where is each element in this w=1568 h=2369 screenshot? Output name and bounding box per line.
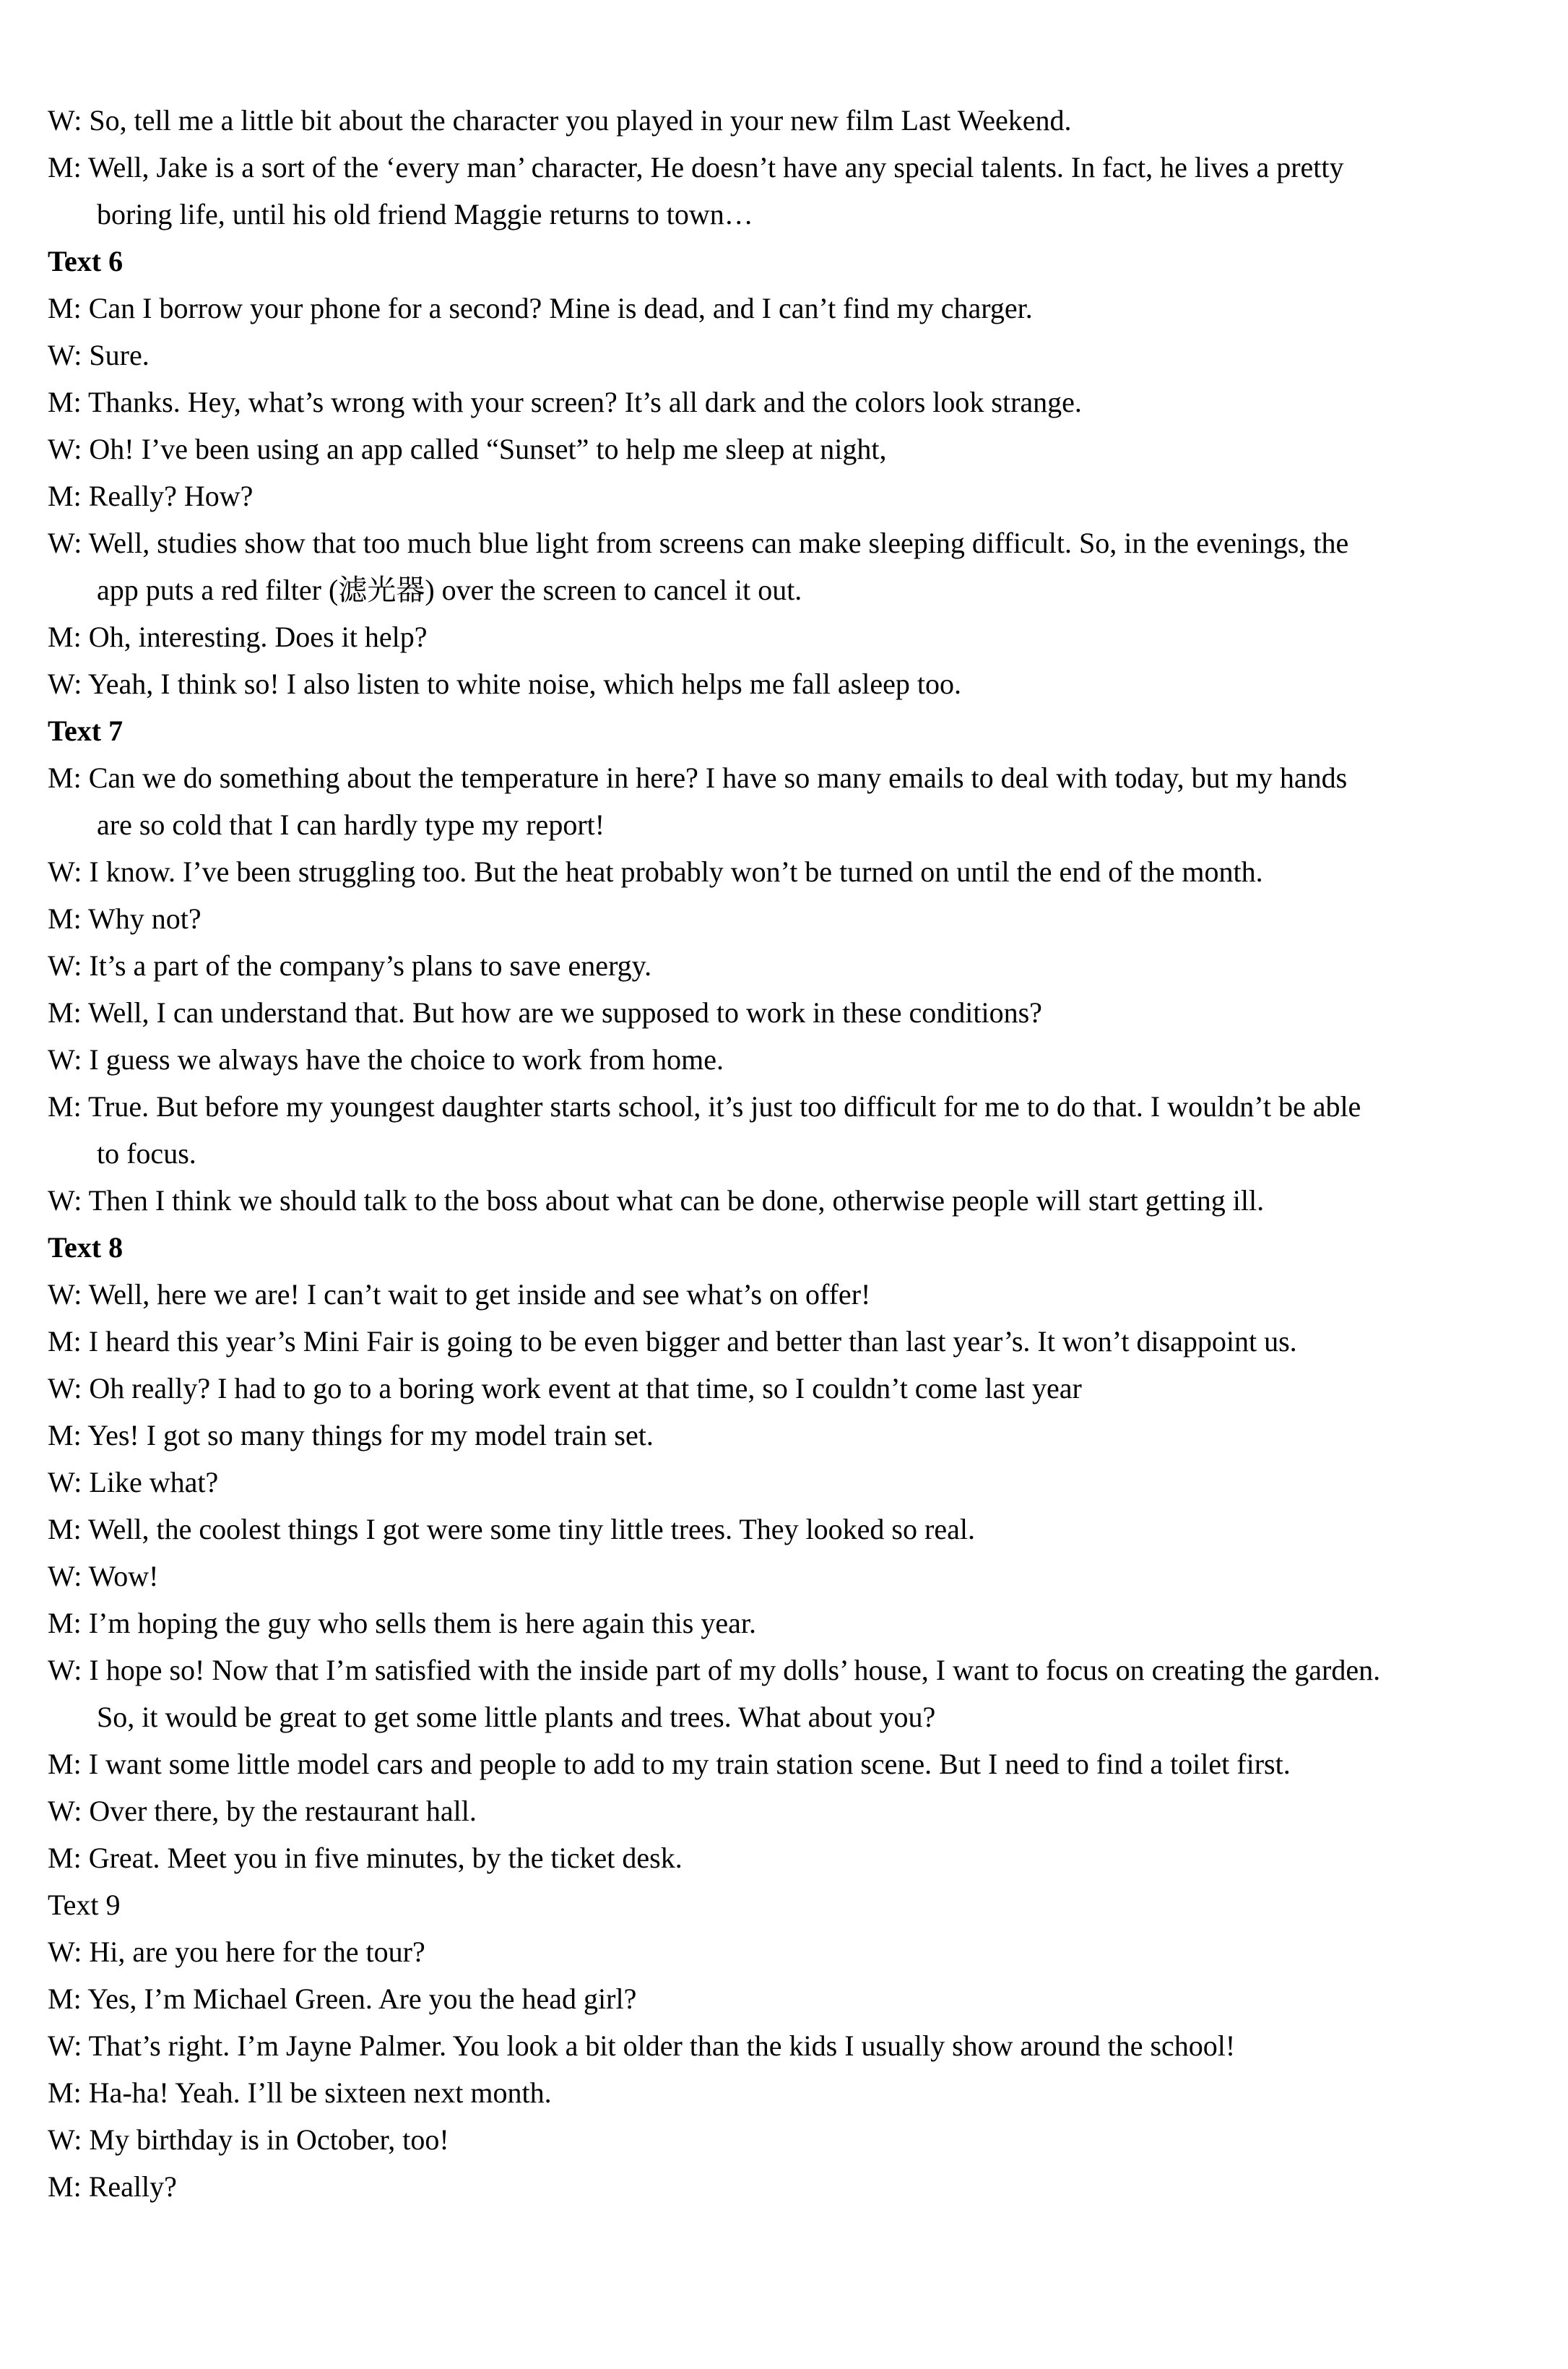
dialogue-text: to focus. — [97, 1137, 196, 1170]
dialogue-text: Hi, are you here for the tour? — [89, 1936, 425, 1968]
speaker-label: W: — [48, 949, 82, 982]
dialogue-text: Can we do something about the temperature in here? I have so many emails to deal with today, but my hands — [88, 761, 1348, 794]
dialogue-line — [48, 1740, 1525, 1787]
speaker-label: W: — [48, 1654, 82, 1686]
dialogue-line-continuation — [48, 566, 1525, 613]
dialogue-line — [48, 379, 1525, 426]
dialogue-line — [48, 1928, 1525, 1975]
dialogue-turn — [48, 97, 1525, 144]
speaker-label: M: — [48, 386, 82, 418]
dialogue-line — [48, 426, 1525, 472]
dialogue-line — [48, 895, 1525, 942]
speaker-label: M: — [48, 761, 82, 794]
dialogue-line — [48, 97, 1525, 144]
dialogue-line — [48, 942, 1525, 989]
dialogue-turn — [48, 754, 1525, 848]
dialogue-line — [48, 285, 1525, 332]
speaker-label: M: — [48, 480, 82, 512]
speaker-label: M: — [48, 292, 82, 324]
dialogue-text: Really? — [88, 2170, 177, 2203]
dialogue-text: boring life, until his old friend Maggie returns to town… — [97, 198, 753, 230]
dialogue-line-continuation — [48, 1693, 1525, 1740]
dialogue-line — [48, 1647, 1525, 1693]
dialogue-text: I’m hoping the guy who sells them is here again this year. — [88, 1607, 756, 1639]
section-heading-text-6: Text 6 — [48, 245, 124, 277]
dialogue-line — [48, 2022, 1525, 2069]
speaker-label: M: — [48, 151, 82, 184]
dialogue-text: Well, studies show that too much blue light from screens can make sleeping difficult. So, in the evenings, the — [88, 527, 1349, 559]
dialogue-line — [48, 848, 1525, 895]
speaker-label: M: — [48, 1982, 82, 2015]
dialogue-turn — [48, 989, 1525, 1036]
dialogue-text: Yes! I got so many things for my model train set. — [87, 1419, 654, 1451]
dialogue-text: I guess we always have the choice to work from home. — [89, 1043, 724, 1076]
speaker-label: W: — [48, 1466, 82, 1498]
speaker-label: M: — [48, 2076, 82, 2109]
dialogue-line — [48, 613, 1525, 660]
dialogue-line — [48, 1600, 1525, 1647]
dialogue-line-continuation — [48, 1130, 1525, 1177]
speaker-label: M: — [48, 996, 82, 1029]
dialogue-text: So, tell me a little bit about the character you played in your new film Last Weekend. — [89, 104, 1072, 137]
text-6-dialogue — [48, 285, 1525, 707]
dialogue-text: I heard this year’s Mini Fair is going to be even bigger and better than last year’s. It won’t disappoint us. — [88, 1325, 1297, 1358]
dialogue-text: Ha-ha! Yeah. I’ll be sixteen next month. — [88, 2076, 552, 2109]
dialogue-text: Oh really? I had to go to a boring work event at that time, so I couldn’t come last year — [89, 1372, 1082, 1404]
speaker-label: W: — [48, 2123, 82, 2156]
dialogue-line — [48, 2163, 1525, 2210]
dialogue-line — [48, 989, 1525, 1036]
dialogue-text: Really? How? — [88, 480, 254, 512]
dialogue-line — [48, 1177, 1525, 1224]
dialogue-turn — [48, 472, 1525, 519]
dialogue-text: So, it would be great to get some little plants and trees. What about you? — [97, 1701, 936, 1733]
dialogue-line — [48, 1506, 1525, 1553]
dialogue-text: Then I think we should talk to the boss about what can be done, otherwise people will start getting ill. — [88, 1184, 1265, 1217]
dialogue-turn — [48, 1318, 1525, 1365]
dialogue-turn — [48, 1928, 1525, 1975]
dialogue-text: Well, I can understand that. But how are we supposed to work in these conditions? — [87, 996, 1042, 1029]
dialogue-line — [48, 1036, 1525, 1083]
dialogue-text: Well, the coolest things I got were some tiny little trees. They looked so real. — [87, 1513, 975, 1545]
dialogue-text: It’s a part of the company’s plans to save energy. — [89, 949, 652, 982]
dialogue-turn — [48, 519, 1525, 613]
dialogue-text: Like what? — [89, 1466, 219, 1498]
dialogue-turn — [48, 1271, 1525, 1318]
speaker-label: W: — [48, 104, 82, 137]
speaker-label: M: — [48, 1325, 82, 1358]
dialogue-turn — [48, 1740, 1525, 1787]
dialogue-text: Thanks. Hey, what’s wrong with your screen? It’s all dark and the colors look strange. — [87, 386, 1082, 418]
dialogue-line — [48, 2069, 1525, 2116]
dialogue-turn — [48, 1036, 1525, 1083]
dialogue-line — [48, 2116, 1525, 2163]
dialogue-turn — [48, 1553, 1525, 1600]
dialogue-text: I hope so! Now that I’m satisfied with the inside part of my dolls’ house, I want to focus on creating the garden. — [89, 1654, 1381, 1686]
dialogue-turn — [48, 2163, 1525, 2210]
dialogue-text: Yes, I’m Michael Green. Are you the head girl? — [87, 1982, 637, 2015]
dialogue-line — [48, 1083, 1525, 1130]
dialogue-text: That’s right. I’m Jayne Palmer. You look a bit older than the kids I usually show around the school! — [88, 2029, 1236, 2062]
dialogue-turn — [48, 1365, 1525, 1412]
dialogue-line — [48, 1553, 1525, 1600]
dialogue-line — [48, 1271, 1525, 1318]
speaker-label: M: — [48, 1419, 82, 1451]
dialogue-text: Sure. — [89, 339, 150, 371]
speaker-label: M: — [48, 621, 82, 653]
dialogue-line — [48, 519, 1525, 566]
section-heading-text-8: Text 8 — [48, 1231, 124, 1264]
speaker-label: W: — [48, 2029, 82, 2062]
dialogue-turn — [48, 1083, 1525, 1177]
dialogue-text: Yeah, I think so! I also listen to white noise, which helps me fall asleep too. — [87, 668, 961, 700]
dialogue-turn — [48, 1647, 1525, 1740]
dialogue-turn — [48, 1459, 1525, 1506]
speaker-label: W: — [48, 527, 82, 559]
dialogue-text: True. But before my youngest daughter starts school, it’s just too difficult for me to do that. I wouldn’t be able — [87, 1090, 1361, 1123]
dialogue-turn — [48, 1506, 1525, 1553]
dialogue-turn — [48, 1834, 1525, 1881]
speaker-label: M: — [48, 2170, 82, 2203]
dialogue-text: Wow! — [88, 1560, 159, 1592]
speaker-label: W: — [48, 1372, 82, 1404]
speaker-label: W: — [48, 1043, 82, 1076]
dialogue-text: Well, here we are! I can’t wait to get inside and see what’s on offer! — [88, 1278, 871, 1311]
speaker-label: M: — [48, 1842, 82, 1874]
dialogue-text: Over there, by the restaurant hall. — [89, 1795, 477, 1827]
dialogue-turn — [48, 426, 1525, 472]
dialogue-turn — [48, 1412, 1525, 1459]
intro-dialogue — [48, 97, 1525, 238]
dialogue-line — [48, 660, 1525, 707]
dialogue-turn — [48, 1787, 1525, 1834]
dialogue-text: Well, Jake is a sort of the ‘every man’ character, He doesn’t have any special talents. In fact, he lives a pretty — [87, 151, 1344, 184]
speaker-label: W: — [48, 1560, 82, 1592]
speaker-label: W: — [48, 1795, 82, 1827]
text-9-dialogue — [48, 1928, 1525, 2210]
text-7-dialogue — [48, 754, 1525, 1224]
speaker-label: W: — [48, 855, 82, 888]
dialogue-line — [48, 1834, 1525, 1881]
dialogue-turn — [48, 1177, 1525, 1224]
dialogue-line — [48, 472, 1525, 519]
speaker-label: M: — [48, 1607, 82, 1639]
dialogue-text: I want some little model cars and people to add to my train station scene. But I need to find a toilet first. — [88, 1748, 1291, 1780]
speaker-label: M: — [48, 902, 82, 935]
speaker-label: W: — [48, 433, 82, 465]
dialogue-text: Oh, interesting. Does it help? — [88, 621, 428, 653]
dialogue-line — [48, 332, 1525, 379]
speaker-label: M: — [48, 1513, 82, 1545]
dialogue-line — [48, 1365, 1525, 1412]
dialogue-turn — [48, 2116, 1525, 2163]
dialogue-turn — [48, 895, 1525, 942]
dialogue-line — [48, 144, 1525, 191]
speaker-label: M: — [48, 1748, 82, 1780]
speaker-label: W: — [48, 668, 82, 700]
speaker-label: W: — [48, 339, 82, 371]
dialogue-text: Oh! I’ve been using an app called “Sunset” to help me sleep at night, — [89, 433, 887, 465]
dialogue-turn — [48, 613, 1525, 660]
dialogue-turn — [48, 1975, 1525, 2022]
dialogue-text: I know. I’ve been struggling too. But the heat probably won’t be turned on until the end of the month. — [89, 855, 1263, 888]
dialogue-line — [48, 1459, 1525, 1506]
section-heading-text-9: Text 9 — [48, 1889, 121, 1921]
dialogue-turn — [48, 1600, 1525, 1647]
dialogue-turn — [48, 2069, 1525, 2116]
speaker-label: M: — [48, 1090, 82, 1123]
dialogue-line — [48, 1318, 1525, 1365]
dialogue-turn — [48, 285, 1525, 332]
dialogue-line — [48, 1787, 1525, 1834]
dialogue-text: app puts a red filter (滤光器) over the screen to cancel it out. — [97, 574, 802, 606]
dialogue-turn — [48, 379, 1525, 426]
dialogue-line — [48, 754, 1525, 801]
dialogue-line-continuation — [48, 191, 1525, 238]
dialogue-turn — [48, 2022, 1525, 2069]
dialogue-turn — [48, 848, 1525, 895]
section-heading-text-7: Text 7 — [48, 715, 124, 747]
text-8-dialogue — [48, 1271, 1525, 1881]
dialogue-turn — [48, 332, 1525, 379]
dialogue-turn — [48, 942, 1525, 989]
dialogue-line-continuation — [48, 801, 1525, 848]
speaker-label: W: — [48, 1936, 82, 1968]
dialogue-line — [48, 1975, 1525, 2022]
dialogue-text: Can I borrow your phone for a second? Mine is dead, and I can’t find my charger. — [88, 292, 1033, 324]
dialogue-line — [48, 1412, 1525, 1459]
dialogue-text: Why not? — [87, 902, 202, 935]
dialogue-text: My birthday is in October, too! — [89, 2123, 449, 2156]
speaker-label: W: — [48, 1278, 82, 1311]
dialogue-turn — [48, 660, 1525, 707]
speaker-label: W: — [48, 1184, 82, 1217]
dialogue-text: Great. Meet you in five minutes, by the ticket desk. — [88, 1842, 683, 1874]
dialogue-text: are so cold that I can hardly type my report! — [97, 808, 605, 841]
dialogue-turn — [48, 144, 1525, 238]
